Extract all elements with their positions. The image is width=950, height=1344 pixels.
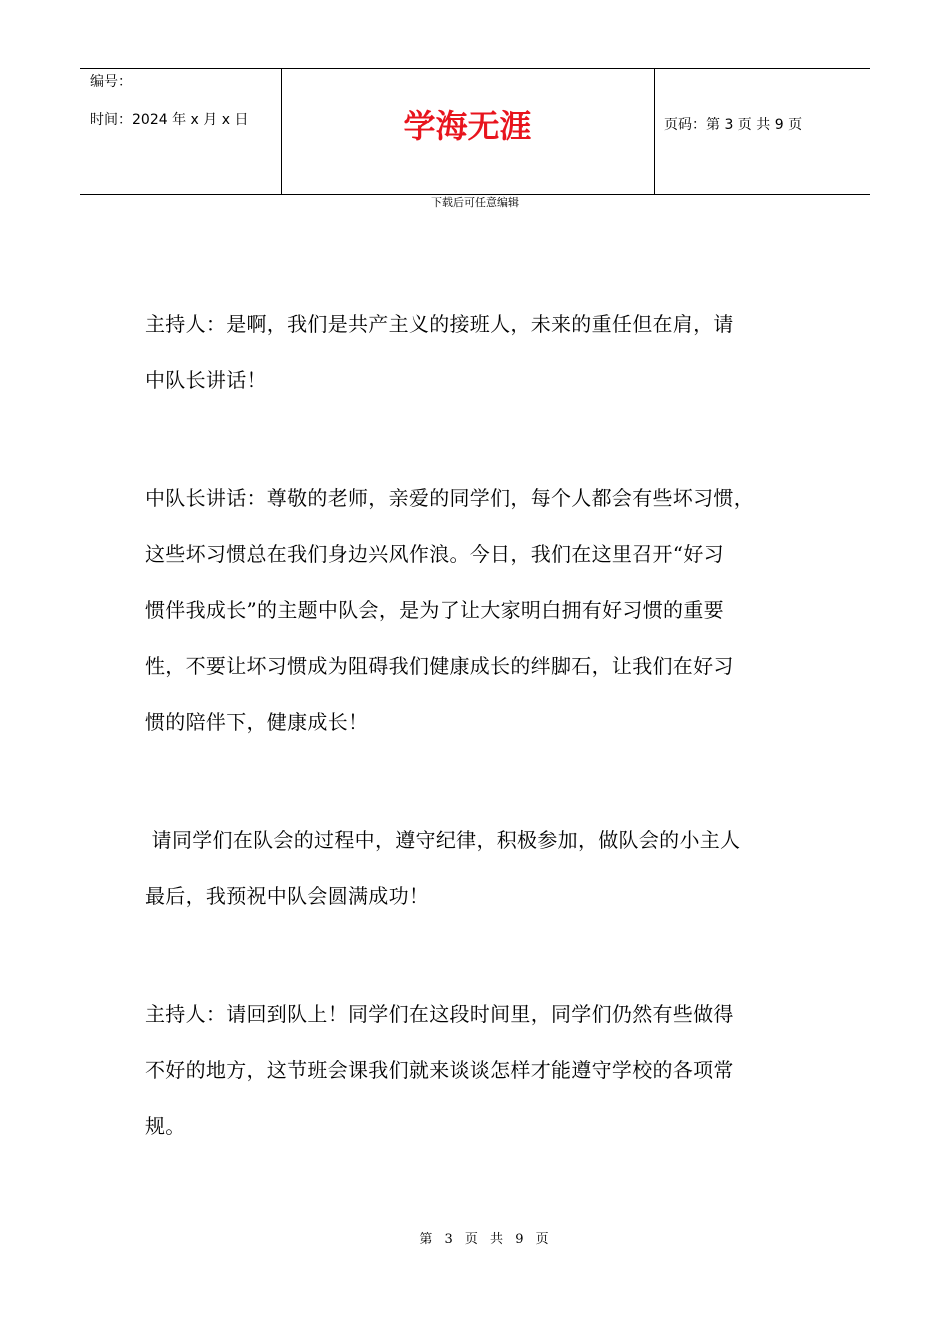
text-line: 请同学们在队会的过程中，遵守纪律，积极参加，做队会的小主人 [145,828,741,852]
text-line: 中队长讲话！ [145,368,267,392]
number-label: 编号： [90,74,132,90]
text-line: 主持人：是啊，我们是共产主义的接班人，未来的重任但在肩，请 [145,312,734,336]
paragraph-host-1 [145,296,810,408]
text-line: 惯的陪伴下，健康成长！ [145,710,369,734]
brand-title: 学海无涯 [403,107,532,145]
text-line: 性，不要让坏习惯成为阻碍我们健康成长的绊脚石，让我们在好习 [145,654,734,678]
paragraph-captain-speech [145,470,810,750]
document-header [80,68,870,195]
text-line: 这些坏习惯总在我们身边兴风作浪。今日，我们在这里召开“好习 [145,542,724,566]
text-line: 不好的地方，这节班会课我们就来谈谈怎样才能遵守学校的各项常 [145,1058,734,1082]
text-line: 主持人：请回到队上！同学们在这段时间里，同学们仍然有些做得 [145,1002,734,1026]
text-line: 规。 [145,1114,186,1138]
document-body [145,296,810,1216]
page-number-label: 页码：第 3 页 共 9 页 [664,117,803,133]
time-label: 时间：2024 年 x 月 x 日 [90,112,249,128]
text-line: 惯伴我成长”的主题中队会，是为了让大家明白拥有好习惯的重要 [145,598,724,622]
paragraph-host-2 [145,986,810,1154]
page-footer: 第 3 页 共 9 页 [419,1232,551,1247]
edit-note: 下载后可任意编辑 [431,196,519,209]
text-line: 最后，我预祝中队会圆满成功！ [145,884,430,908]
header-divider-right [654,69,655,194]
paragraph-discipline [145,812,810,924]
text-line: 中队长讲话：尊敬的老师，亲爱的同学们，每个人都会有些坏习惯， [145,486,754,510]
